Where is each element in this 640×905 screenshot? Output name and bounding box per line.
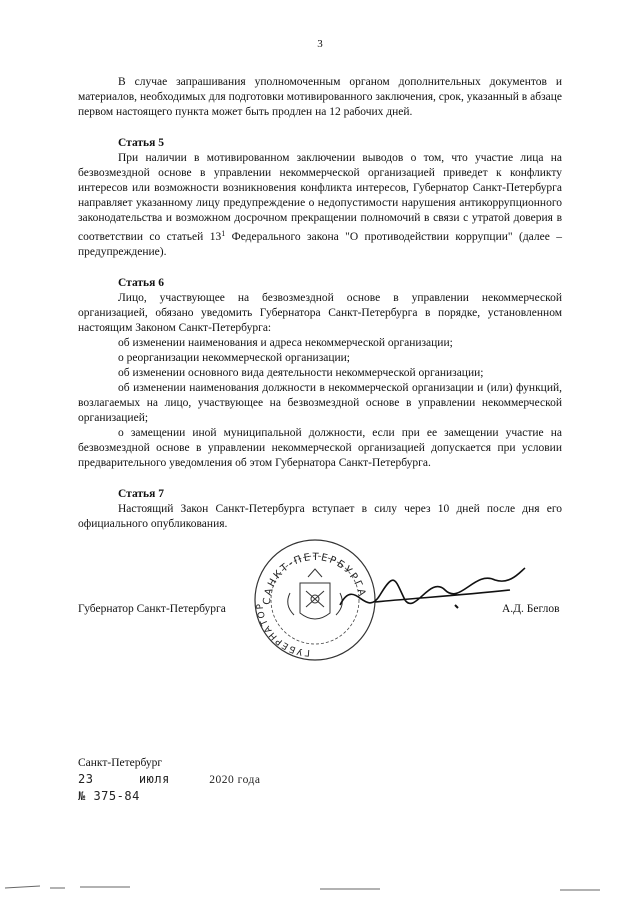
page-number: 3 — [317, 38, 323, 50]
signer-name: А.Д. Беглов — [502, 603, 560, 615]
article-6-title: Статья 6 — [118, 277, 164, 289]
article-5-text-b: Федерального закона "О противодействии коррупции" (далее – предупреждение). — [78, 231, 562, 258]
city: Санкт-Петербург — [78, 757, 163, 769]
article-6-item-4: об изменении наименования должности в некоммерческой организации и (или) функций, возлагаемых на лицо, участвующее на безвозмездной основе в управлении некоммерческой организацией; — [78, 382, 562, 424]
place-and-date-block — [78, 755, 260, 804]
seal-text-top: САНКТ-ПЕТЕРБУРГА — [261, 551, 368, 606]
article-7-title: Статья 7 — [118, 488, 164, 500]
article-6-item-1: об изменении наименования и адреса некоммерческой организации; — [118, 337, 453, 349]
signer-title: Губернатор Санкт-Петербурга — [78, 603, 226, 615]
article-5-text — [78, 151, 562, 260]
article-6-item-3: об изменении основного вида деятельности некоммерческой организации; — [118, 367, 484, 379]
law-number: № 375-84 — [78, 789, 140, 803]
article-6-paragraph: Лицо, участвующее на безвозмездной основе в управлении некоммерческой организацией, обязано уведомить Губернатора Санкт-Петербурга в порядке, установленном настоящим Законом Санкт-Петербурга: — [78, 292, 562, 334]
article-7-text: Настоящий Закон Санкт-Петербурга вступает в силу через 10 дней после дня его официального опубликования. — [78, 503, 562, 530]
article-5-title: Статья 5 — [118, 137, 164, 149]
date-line — [78, 771, 260, 788]
seal-text-left: ГУБЕРНАТОР — [255, 601, 311, 658]
svg-text:ГУБЕРНАТОР — [256, 602, 311, 657]
date-month: июля — [138, 772, 170, 786]
handwritten-signature — [335, 560, 530, 630]
article-6-item-5: о замещении иной муниципальной должности, если при ее замещении участие на безвозмездной основе в управлении некоммерческой организацией допускается при условии предварительного уведомления об этом Губернатора Санкт-Петербурга. — [78, 427, 562, 469]
article-5-superscript: 1 — [221, 229, 226, 238]
date-day: 23 — [78, 772, 94, 786]
date-year: 2020 года — [209, 774, 261, 786]
paragraph-intro: В случае запрашивания уполномоченным органом дополнительных документов и материалов, необходимых для подготовки мотивированного заключения, срок, указанный в абзаце первом настоящего пункта может быть продлен на 12 рабочих дней. — [78, 76, 562, 118]
article-6-item-2: о реорганизации некоммерческой организации; — [118, 352, 351, 364]
article-5-text-a: При наличии в мотивированном заключении выводов о том, что участие лица на безвозмездной основе в управлении некоммерческой организацией приведет к конфликту интересов или возможности возникновения конфликта интересов, Губернатор Санкт-Петербурга направляет указанному лицу предупреждение о недопустимости нарушения антикоррупционного законодательства и возможном досрочном прекращении полномочий в связи с утратой доверия в соответствии со статьей 13 — [78, 152, 562, 243]
document-body — [78, 75, 562, 532]
bottom-scan-marks — [0, 880, 640, 892]
